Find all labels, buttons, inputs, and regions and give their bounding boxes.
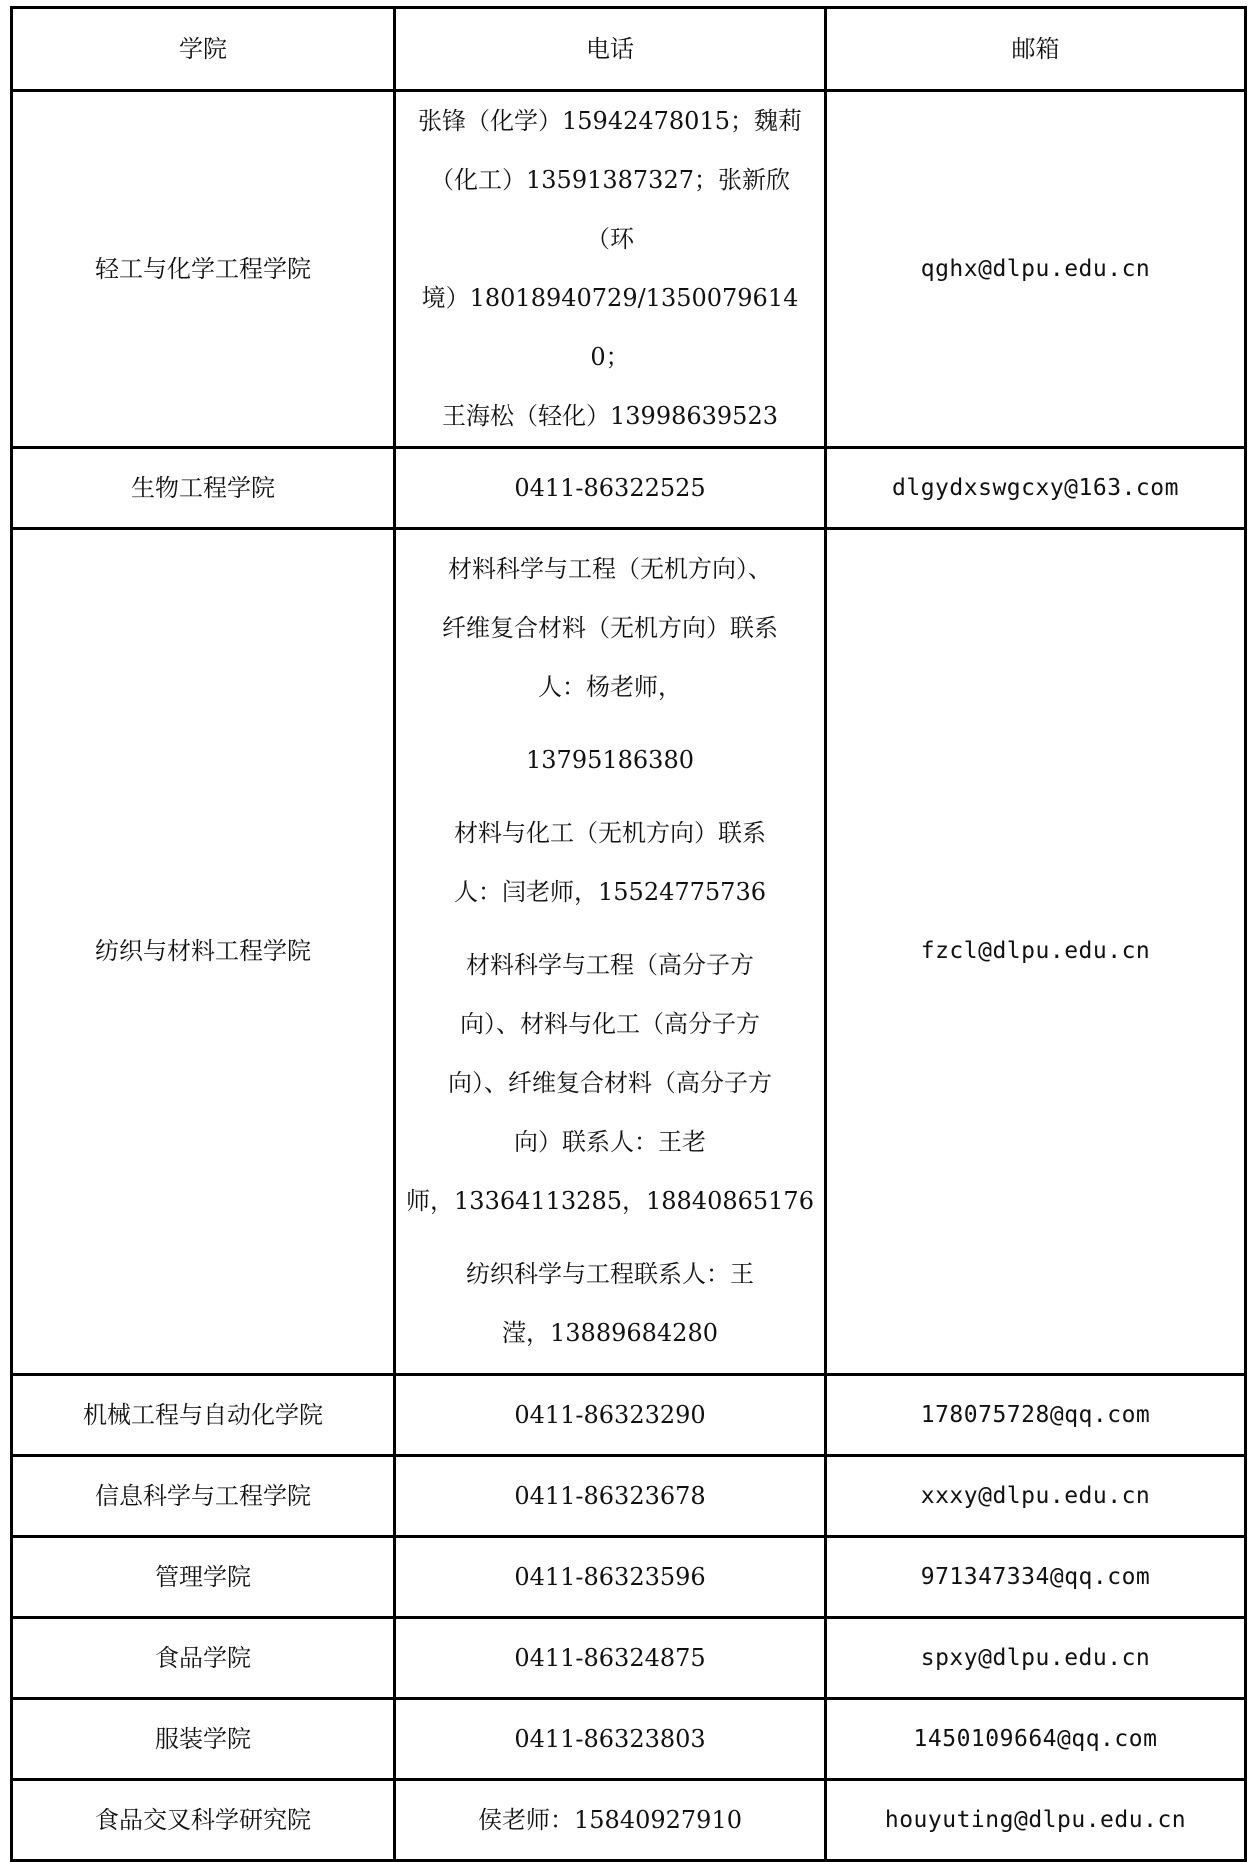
phone-line: 张锋（化学）15942478015；魏莉 xyxy=(418,107,802,135)
header-college: 学院 xyxy=(12,8,395,91)
phone-line: 向）、材料与化工（高分子方 xyxy=(460,1010,760,1038)
college-cell: 生物工程学院 xyxy=(12,448,395,529)
phone-line: 纺织科学与工程联系人：王 xyxy=(466,1260,754,1288)
college-cell: 机械工程与自动化学院 xyxy=(12,1375,395,1456)
table-header-row xyxy=(12,8,1246,91)
phone-line: 人：杨老师， xyxy=(538,673,682,701)
college-cell: 食品交叉科学研究院 xyxy=(12,1780,395,1861)
table-row xyxy=(12,529,1246,1375)
email-cell: fzcl@dlpu.edu.cn xyxy=(826,529,1246,1375)
email-cell: 971347334@qq.com xyxy=(826,1537,1246,1618)
table-row xyxy=(12,1375,1246,1456)
phone-line: 材料与化工（无机方向）联系 xyxy=(454,819,766,847)
college-cell: 纺织与材料工程学院 xyxy=(12,529,395,1375)
email-cell: 1450109664@qq.com xyxy=(826,1699,1246,1780)
phone-cell xyxy=(395,91,826,448)
phone-cell: 0411-86324875 xyxy=(395,1618,826,1699)
email-cell: xxxy@dlpu.edu.cn xyxy=(826,1456,1246,1537)
college-cell: 食品学院 xyxy=(12,1618,395,1699)
table-row xyxy=(12,1456,1246,1537)
phone-cell: 0411-86323803 xyxy=(395,1699,826,1780)
email-cell: 178075728@qq.com xyxy=(826,1375,1246,1456)
header-phone: 电话 xyxy=(395,8,826,91)
phone-line: 纤维复合材料（无机方向）联系 xyxy=(442,614,778,642)
phone-line: 师，13364113285，18840865176 xyxy=(406,1187,814,1215)
table-row xyxy=(12,1618,1246,1699)
table-row xyxy=(12,1780,1246,1861)
phone-cell: 0411-86323596 xyxy=(395,1537,826,1618)
header-email: 邮箱 xyxy=(826,8,1246,91)
college-cell: 轻工与化学工程学院 xyxy=(12,91,395,448)
phone-cell: 0411-86322525 xyxy=(395,448,826,529)
phone-line: 滢，13889684280 xyxy=(502,1319,718,1347)
phone-line: 境）18018940729/13500796140； xyxy=(421,284,799,371)
phone-line: 材料科学与工程（高分子方 xyxy=(466,951,754,979)
email-cell: houyuting@dlpu.edu.cn xyxy=(826,1780,1246,1861)
phone-line: 王海松（轻化）13998639523 xyxy=(442,402,778,430)
phone-line: 向）、纤维复合材料（高分子方 xyxy=(448,1069,772,1097)
phone-line: （环 xyxy=(586,225,634,253)
email-cell: spxy@dlpu.edu.cn xyxy=(826,1618,1246,1699)
college-cell: 管理学院 xyxy=(12,1537,395,1618)
phone-line: 人：闫老师，15524775736 xyxy=(454,878,766,906)
phone-cell: 0411-86323290 xyxy=(395,1375,826,1456)
phone-line: 材料科学与工程（无机方向）、 xyxy=(448,555,772,583)
phone-line: 13795186380 xyxy=(526,746,694,774)
college-cell: 服装学院 xyxy=(12,1699,395,1780)
email-cell: qghx@dlpu.edu.cn xyxy=(826,91,1246,448)
table-row xyxy=(12,1699,1246,1780)
phone-line: 向）联系人：王老 xyxy=(514,1128,706,1156)
phone-cell xyxy=(395,529,826,1375)
email-cell: dlgydxswgcxy@163.com xyxy=(826,448,1246,529)
phone-cell: 0411-86323678 xyxy=(395,1456,826,1537)
phone-line: （化工）13591387327；张新欣 xyxy=(430,166,790,194)
table-row xyxy=(12,1537,1246,1618)
college-contact-table xyxy=(10,6,1247,1862)
table-row xyxy=(12,91,1246,448)
phone-cell: 侯老师：15840927910 xyxy=(395,1780,826,1861)
college-cell: 信息科学与工程学院 xyxy=(12,1456,395,1537)
table-row xyxy=(12,448,1246,529)
